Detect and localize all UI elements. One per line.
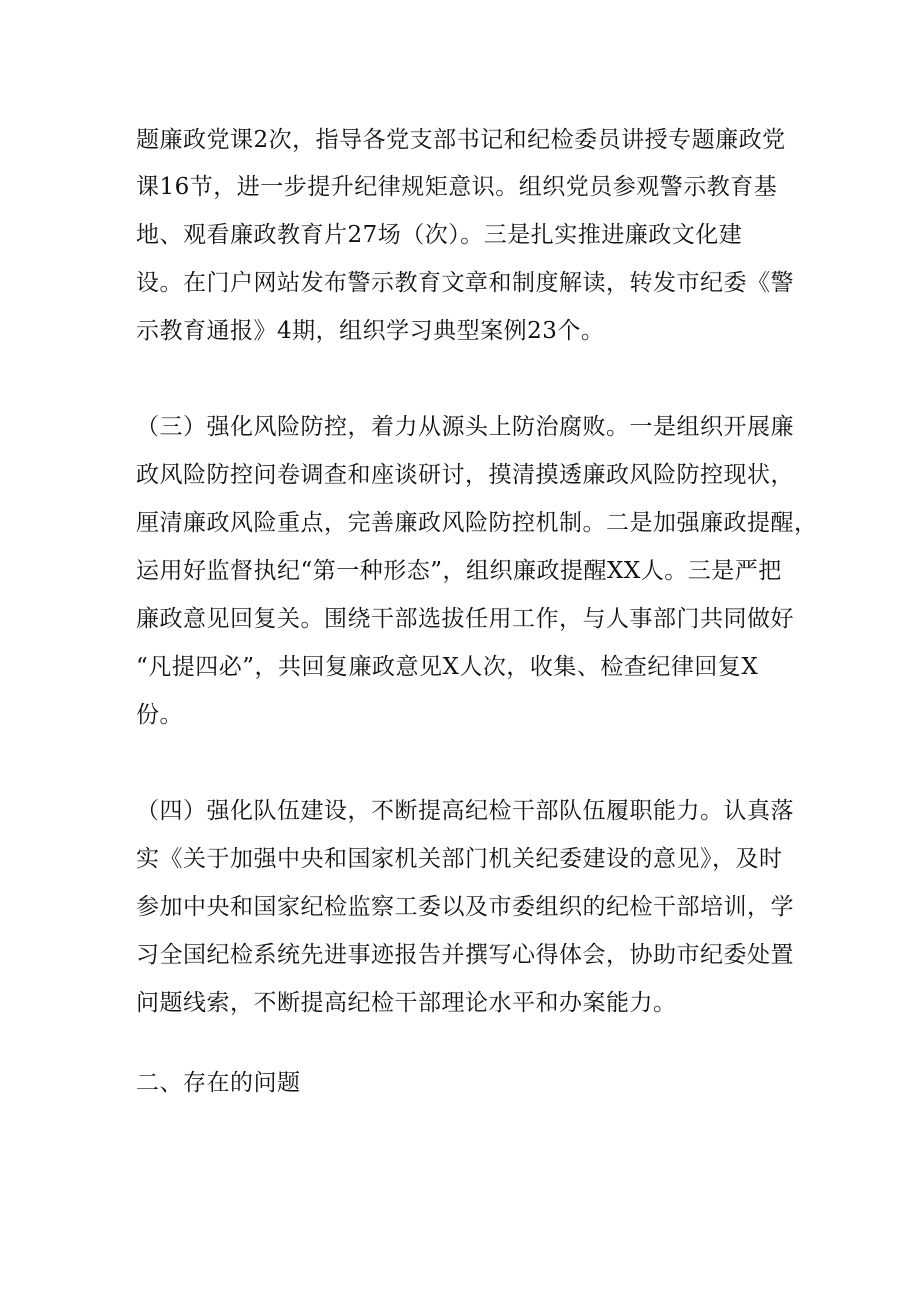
paragraph-line: 政风险防控问卷调查和座谈研讨，摸清摸透廉政风险防控现状，: [136, 462, 794, 488]
paragraph-line: 示教育通报》4期，组织学习典型案例23个。: [136, 318, 605, 344]
paragraph-line: 实《关于加强中央和国家机关部门机关纪委建设的意见》，及时: [136, 846, 783, 872]
section-heading: 二、存在的问题: [136, 1070, 301, 1096]
paragraph-line: 课16节，进一步提升纪律规矩意识。组织党员参观警示教育基: [136, 174, 778, 200]
paragraph-line: 份。: [136, 702, 183, 728]
paragraph-line: （三）强化风险防控，着力从源头上防治腐败。一是组织开展廉: [136, 414, 794, 440]
paragraph-line: 习全国纪检系统先进事迹报告并撰写心得体会，协助市纪委处置: [136, 942, 794, 968]
paragraph-line: （四）强化队伍建设，不断提高纪检干部队伍履职能力。认真落: [136, 798, 794, 824]
paragraph-line: 厘清廉政风险重点，完善廉政风险防控机制。二是加强廉政提醒，: [136, 510, 818, 536]
paragraph-line: 问题线索，不断提高纪检干部理论水平和办案能力。: [136, 990, 677, 1016]
paragraph-line: 设。在门户网站发布警示教育文章和制度解读，转发市纪委《警: [136, 270, 794, 296]
paragraph-line: 廉政意见回复关。围绕干部选拔任用工作，与人事部门共同做好: [136, 606, 794, 632]
paragraph-line: 题廉政党课2次，指导各党支部书记和纪检委员讲授专题廉政党: [136, 127, 786, 153]
paragraph-line: “凡提四必”，共回复廉政意见X人次，收集、检查纪律回复X: [136, 654, 759, 680]
paragraph-line: 参加中央和国家纪检监察工委以及市委组织的纪检干部培训，学: [136, 894, 794, 920]
paragraph-line: 地、观看廉政教育片27场（次）。三是扎实推进廉政文化建: [136, 222, 743, 248]
paragraph-line: 运用好监督执纪“第一种形态”，组织廉政提醒XX人。三是严把: [136, 558, 782, 584]
